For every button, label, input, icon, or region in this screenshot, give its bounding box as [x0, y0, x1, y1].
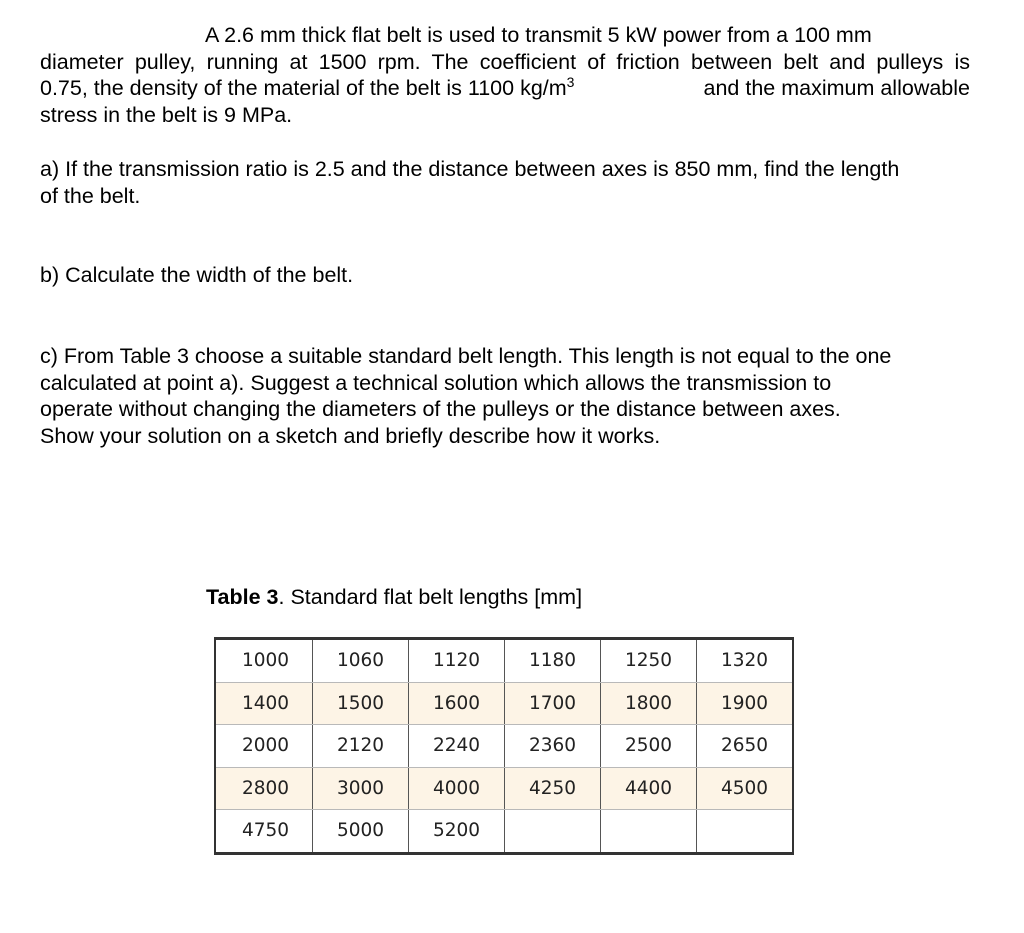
intro-line-2: diameter pulley, running at 1500 rpm. The coefficient of friction between belt and pulleys is — [40, 49, 970, 74]
table-cell: 3000 — [313, 767, 409, 810]
belt-lengths-table — [214, 637, 794, 855]
question-c — [40, 343, 970, 449]
table-cell: 4750 — [215, 810, 313, 854]
question-a-line-2: of the belt. — [40, 183, 141, 208]
table-cell: 4250 — [505, 767, 601, 810]
table-cell: 2800 — [215, 767, 313, 810]
table-cell: 1800 — [601, 682, 697, 725]
intro-line-3-left — [40, 75, 574, 102]
question-c-line-2: calculated at point a). Suggest a technical solution which allows the transmission to — [40, 370, 832, 395]
table-cell: 1120 — [409, 639, 505, 683]
table-row — [215, 810, 793, 854]
density-text: 0.75, the density of the material of the belt is 1100 kg/m — [40, 76, 567, 100]
table-cell: 1250 — [601, 639, 697, 683]
intro-line-3-right: and the maximum allowable — [703, 76, 970, 100]
table-row — [215, 682, 793, 725]
intro-line-1: A 2.6 mm thick flat belt is used to transmit 5 kW power from a 100 mm — [205, 23, 872, 47]
table-cell: 1400 — [215, 682, 313, 725]
intro-line-3 — [40, 75, 970, 102]
table-cell: 1900 — [697, 682, 794, 725]
question-a — [40, 156, 970, 209]
density-exponent: 3 — [566, 73, 575, 90]
question-c-line-3: operate without changing the diameters of the pulleys or the distance between axes. — [40, 397, 841, 421]
table-cell — [601, 810, 697, 854]
table-cell: 2360 — [505, 725, 601, 768]
table-caption-text: . Standard flat belt lengths [mm] — [278, 585, 583, 609]
table-cell: 1700 — [505, 682, 601, 725]
table-row — [215, 767, 793, 810]
table-cell: 1180 — [505, 639, 601, 683]
table-cell — [505, 810, 601, 854]
question-a-line-1: a) If the transmission ratio is 2.5 and the distance between axes is 850 mm, find the length — [40, 157, 900, 181]
table-caption — [206, 584, 582, 610]
table-cell: 4500 — [697, 767, 794, 810]
table-cell — [697, 810, 794, 854]
table-row — [215, 639, 793, 683]
table-cell: 5000 — [313, 810, 409, 854]
table-cell: 1500 — [313, 682, 409, 725]
table-cell: 2120 — [313, 725, 409, 768]
table-cell: 1600 — [409, 682, 505, 725]
table-cell: 2000 — [215, 725, 313, 768]
table-cell: 1000 — [215, 639, 313, 683]
table-cell: 2500 — [601, 725, 697, 768]
table-row — [215, 725, 793, 768]
table-cell: 2240 — [409, 725, 505, 768]
table-cell: 2650 — [697, 725, 794, 768]
table-cell: 1320 — [697, 639, 794, 683]
question-c-line-1: c) From Table 3 choose a suitable standard belt length. This length is not equal to the one — [40, 344, 892, 368]
question-c-line-4: Show your solution on a sketch and briefly describe how it works. — [40, 423, 661, 448]
intro-line-4: stress in the belt is 9 MPa. — [40, 102, 293, 127]
table-cell: 1060 — [313, 639, 409, 683]
question-b-line: b) Calculate the width of the belt. — [40, 263, 354, 287]
table-cell: 4000 — [409, 767, 505, 810]
table-caption-label: Table 3 — [206, 585, 279, 609]
question-b — [40, 262, 970, 289]
table-cell: 4400 — [601, 767, 697, 810]
problem-statement — [40, 22, 970, 128]
table-cell: 5200 — [409, 810, 505, 854]
